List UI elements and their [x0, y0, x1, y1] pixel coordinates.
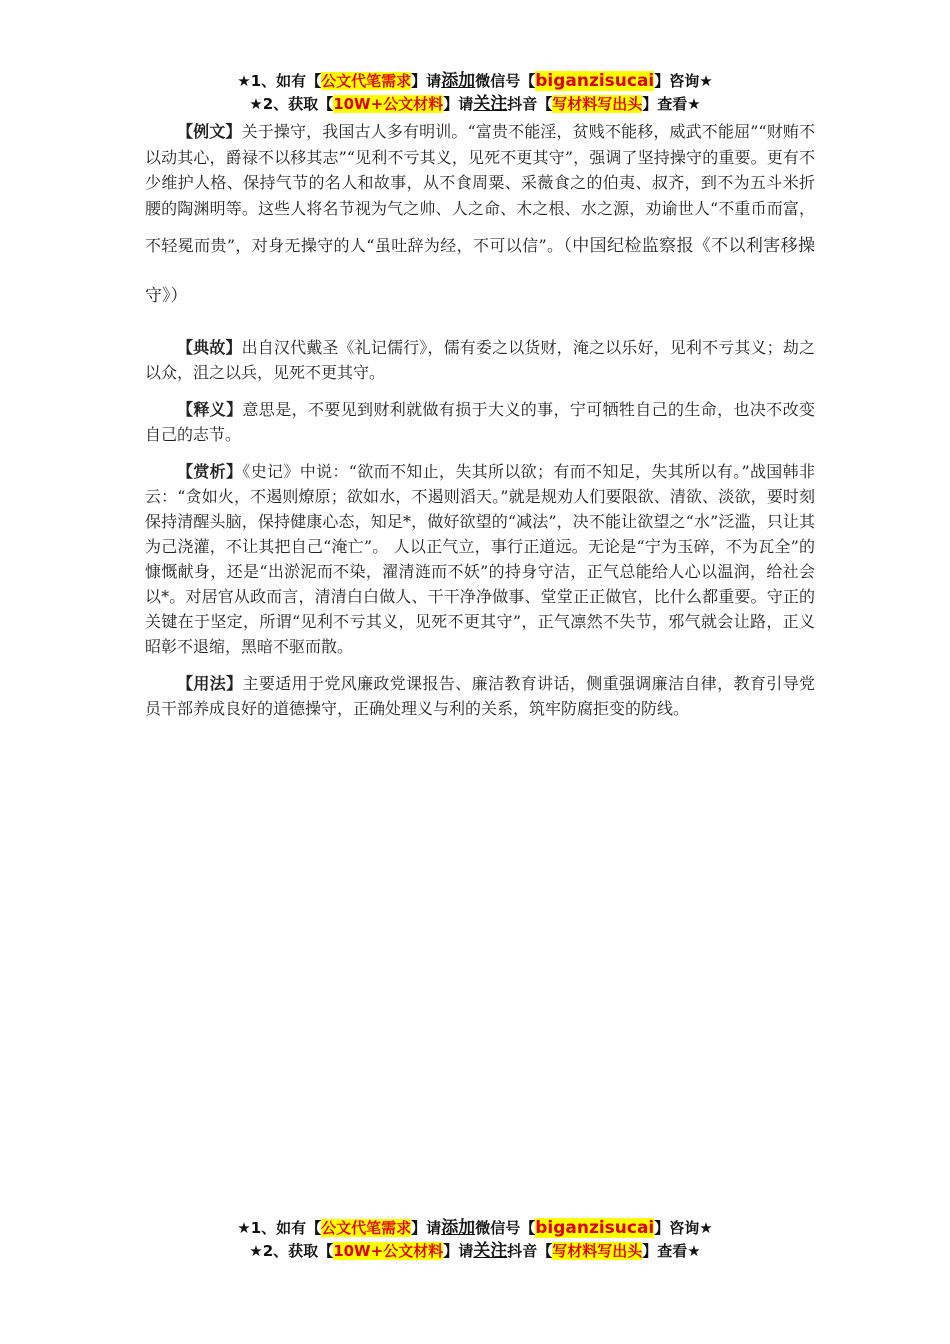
promo-emphasis: 添加 [441, 71, 476, 91]
promo-text: 】请 [411, 72, 442, 90]
usage-text: 主要适用于党风廉政党课报告、廉洁教育讲话，侧重强调廉洁自律，教育引导党员干部养成良好的道德操守，正确处理义与利的关系，筑牢防腐拒变的防线。 [145, 674, 815, 718]
promo-text: 】请 [443, 95, 474, 113]
allusion-text: 出自汉代戴圣《礼记儒行》，儒有委之以货财，淹之以乐好，见利不亏其义；劫之以众，沮之以兵，见死不更其守。 [145, 338, 815, 382]
example-source: （中国纪检监察报《不以利害移操守》） [145, 236, 815, 306]
promo-highlight: 10W+公文材料 [333, 95, 444, 113]
usage-paragraph [145, 671, 815, 721]
promo-emphasis: 关注 [473, 1241, 508, 1261]
promo-text: 】咨询★ [654, 72, 713, 90]
promo-text: 】查看★ [642, 95, 701, 113]
promo-text: 】请 [411, 1219, 442, 1237]
promo-text: ★1、如有【 [237, 1219, 322, 1237]
promo-highlight: 公文代笔需求 [321, 1219, 412, 1237]
example-paragraph [145, 119, 815, 321]
section-tag-allusion: 【典故】 [177, 338, 242, 357]
promo-text: 抖音【 [507, 95, 553, 113]
wechat-id: biganzisucai [535, 1218, 655, 1238]
article-body [145, 119, 815, 721]
promo-line-2 [0, 1240, 950, 1263]
example-text: 关于操守，我国古人多有明训。“富贵不能淫，贫贱不能移，威武不能屈”“财贿不以动其心，爵禄不以移其志”“见利不亏其义，见死不更其守”，强调了坚持操守的重要。更有不少维护人格、保持气节的名人和故事，从不食周粟、采薇食之的伯夷、叔齐，到不为五斗米折腰的陶渊明等。这些人将名节视为气之帅、人之命、木之根、水之源，劝谕世人“不重币而富，不轻冕而贵”，对身无操守的人“虽吐辞为经，不可以信”。 [145, 122, 815, 255]
promo-header [0, 70, 950, 116]
section-tag-meaning: 【释义】 [177, 400, 243, 419]
promo-text: 微信号【 [475, 72, 536, 90]
promo-text: 】请 [443, 1242, 474, 1260]
analysis-paragraph [145, 459, 815, 659]
promo-text: 】查看★ [642, 1242, 701, 1260]
section-tag-example: 【例文】 [177, 122, 242, 141]
promo-text: 微信号【 [475, 1219, 536, 1237]
promo-emphasis: 添加 [441, 1218, 476, 1238]
analysis-text: 《史记》中说：“欲而不知止，失其所以欲；有而不知足，失其所以有。”战国韩非云：“贪如火，不遏则燎原；欲如水，不遏则滔天。”就是规劝人们要限欲、清欲、淡欲，要时刻保持清醒头脑，保持健康心态，知足*，做好欲望的“减法”，决不能让欲望之“水”泛滥，只让其为己浇灌，不让其把自己“淹亡”。 人以正气立，事行正道远。无论是“宁为玉碎，不为瓦全”的慷慨献身，还是“出淤泥而不染，濯清涟而不妖”的持身守洁，正气总能给人心以温润，给社会以*。对居官从政而言，清清白白做人、干干净净做事、堂堂正正做官，比什么都重要。守正的关键在于坚定，所谓“见利不亏其义，见死不更其守”，正气凛然不失节，邪气就会让路，正义昭彰不退缩，黑暗不驱而散。 [145, 462, 815, 656]
promo-footer [0, 1217, 950, 1263]
promo-text: ★2、获取【 [249, 1242, 334, 1260]
promo-line-1 [0, 70, 950, 93]
promo-text: ★1、如有【 [237, 72, 322, 90]
promo-text: 抖音【 [507, 1242, 553, 1260]
promo-highlight: 公文代笔需求 [321, 72, 412, 90]
promo-highlight: 10W+公文材料 [333, 1242, 444, 1260]
meaning-paragraph [145, 397, 815, 447]
promo-line-1 [0, 1217, 950, 1240]
wechat-id: biganzisucai [535, 71, 655, 91]
promo-line-2 [0, 93, 950, 116]
promo-text: ★2、获取【 [249, 95, 334, 113]
douyin-account: 写材料写出头 [552, 1242, 643, 1260]
section-tag-analysis: 【赏析】 [177, 462, 243, 481]
allusion-paragraph [145, 335, 815, 385]
promo-emphasis: 关注 [473, 94, 508, 114]
promo-text: 】咨询★ [654, 1219, 713, 1237]
meaning-text: 意思是，不要见到财利就做有损于大义的事，宁可牺牲自己的生命，也决不改变自己的志节。 [145, 400, 815, 444]
section-tag-usage: 【用法】 [177, 674, 243, 693]
douyin-account: 写材料写出头 [552, 95, 643, 113]
